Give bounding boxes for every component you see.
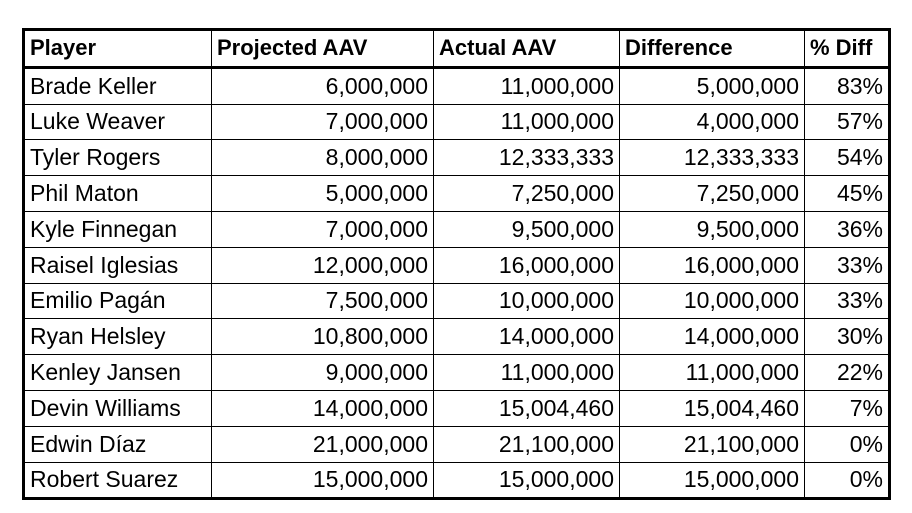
header-pct-diff[interactable]: % Diff [805, 30, 890, 68]
cell-pct-diff[interactable]: 45% [805, 176, 890, 212]
table-row [24, 176, 890, 212]
cell-actual-aav[interactable]: 21,100,000 [434, 426, 620, 462]
cell-difference[interactable]: 4,000,000 [620, 104, 805, 140]
cell-actual-aav[interactable]: 15,000,000 [434, 462, 620, 499]
header-actual-aav[interactable]: Actual AAV [434, 30, 620, 68]
cell-actual-aav[interactable]: 16,000,000 [434, 247, 620, 283]
cell-difference[interactable]: 12,333,333 [620, 140, 805, 176]
table-row [24, 319, 890, 355]
table-row [24, 104, 890, 140]
cell-projected-aav[interactable]: 5,000,000 [212, 176, 434, 212]
cell-actual-aav[interactable]: 11,000,000 [434, 67, 620, 104]
cell-projected-aav[interactable]: 21,000,000 [212, 426, 434, 462]
table-row [24, 247, 890, 283]
cell-difference[interactable]: 5,000,000 [620, 67, 805, 104]
cell-pct-diff[interactable]: 57% [805, 104, 890, 140]
cell-pct-diff[interactable]: 22% [805, 355, 890, 391]
cell-actual-aav[interactable]: 14,000,000 [434, 319, 620, 355]
cell-pct-diff[interactable]: 0% [805, 462, 890, 499]
cell-difference[interactable]: 9,500,000 [620, 211, 805, 247]
cell-pct-diff[interactable]: 54% [805, 140, 890, 176]
cell-projected-aav[interactable]: 10,800,000 [212, 319, 434, 355]
cell-pct-diff[interactable]: 83% [805, 67, 890, 104]
cell-actual-aav[interactable]: 11,000,000 [434, 104, 620, 140]
cell-pct-diff[interactable]: 0% [805, 426, 890, 462]
cell-projected-aav[interactable]: 9,000,000 [212, 355, 434, 391]
cell-projected-aav[interactable]: 12,000,000 [212, 247, 434, 283]
cell-player[interactable]: Edwin Díaz [24, 426, 212, 462]
header-projected-aav[interactable]: Projected AAV [212, 30, 434, 68]
cell-difference[interactable]: 21,100,000 [620, 426, 805, 462]
cell-pct-diff[interactable]: 7% [805, 390, 890, 426]
cell-projected-aav[interactable]: 6,000,000 [212, 67, 434, 104]
table-row [24, 462, 890, 499]
header-row [24, 30, 890, 68]
cell-actual-aav[interactable]: 9,500,000 [434, 211, 620, 247]
cell-pct-diff[interactable]: 33% [805, 283, 890, 319]
cell-difference[interactable]: 16,000,000 [620, 247, 805, 283]
cell-difference[interactable]: 11,000,000 [620, 355, 805, 391]
cell-difference[interactable]: 15,004,460 [620, 390, 805, 426]
cell-projected-aav[interactable]: 7,000,000 [212, 104, 434, 140]
cell-projected-aav[interactable]: 7,500,000 [212, 283, 434, 319]
table-row [24, 426, 890, 462]
cell-difference[interactable]: 10,000,000 [620, 283, 805, 319]
table-row [24, 67, 890, 104]
cell-projected-aav[interactable]: 7,000,000 [212, 211, 434, 247]
cell-projected-aav[interactable]: 14,000,000 [212, 390, 434, 426]
cell-projected-aav[interactable]: 15,000,000 [212, 462, 434, 499]
cell-player[interactable]: Tyler Rogers [24, 140, 212, 176]
table-row [24, 140, 890, 176]
cell-player[interactable]: Raisel Iglesias [24, 247, 212, 283]
cell-actual-aav[interactable]: 7,250,000 [434, 176, 620, 212]
cell-difference[interactable]: 15,000,000 [620, 462, 805, 499]
cell-player[interactable]: Emilio Pagán [24, 283, 212, 319]
cell-player[interactable]: Phil Maton [24, 176, 212, 212]
cell-projected-aav[interactable]: 8,000,000 [212, 140, 434, 176]
cell-player[interactable]: Kenley Jansen [24, 355, 212, 391]
cell-player[interactable]: Brade Keller [24, 67, 212, 104]
table-row [24, 283, 890, 319]
cell-difference[interactable]: 7,250,000 [620, 176, 805, 212]
cell-player[interactable]: Luke Weaver [24, 104, 212, 140]
cell-actual-aav[interactable]: 10,000,000 [434, 283, 620, 319]
cell-difference[interactable]: 14,000,000 [620, 319, 805, 355]
cell-player[interactable]: Robert Suarez [24, 462, 212, 499]
cell-actual-aav[interactable]: 12,333,333 [434, 140, 620, 176]
cell-player[interactable]: Ryan Helsley [24, 319, 212, 355]
cell-pct-diff[interactable]: 30% [805, 319, 890, 355]
cell-actual-aav[interactable]: 15,004,460 [434, 390, 620, 426]
table-row [24, 355, 890, 391]
cell-pct-diff[interactable]: 36% [805, 211, 890, 247]
cell-pct-diff[interactable]: 33% [805, 247, 890, 283]
aav-table [22, 28, 891, 500]
spreadsheet [22, 28, 888, 500]
cell-actual-aav[interactable]: 11,000,000 [434, 355, 620, 391]
table-row [24, 211, 890, 247]
header-player[interactable]: Player [24, 30, 212, 68]
header-difference[interactable]: Difference [620, 30, 805, 68]
table-row [24, 390, 890, 426]
cell-player[interactable]: Kyle Finnegan [24, 211, 212, 247]
cell-player[interactable]: Devin Williams [24, 390, 212, 426]
